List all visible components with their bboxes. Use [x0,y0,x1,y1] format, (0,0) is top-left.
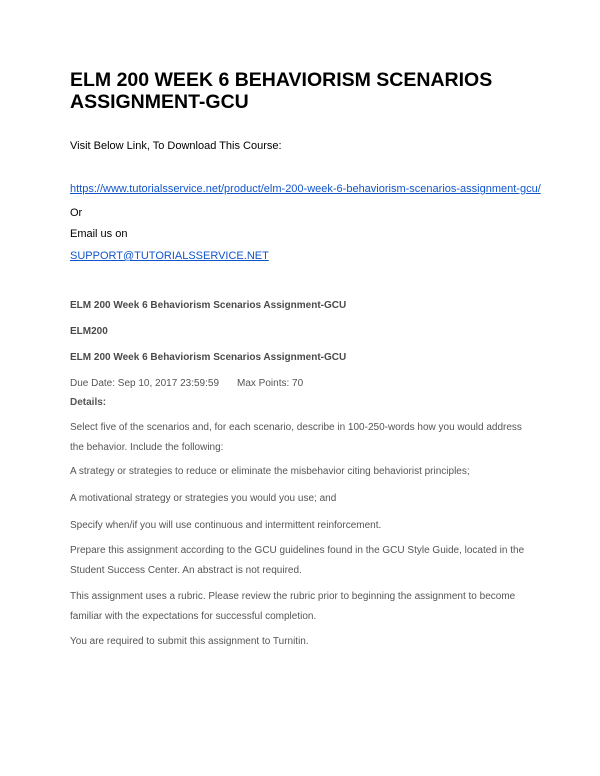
email-prompt-text: Email us on [70,228,128,240]
assignment-meta [70,377,303,390]
document-title: ELM 200 WEEK 6 BEHAVIORISM SCENARIOS ASSIGNMENT-GCU [70,69,493,113]
paragraph-rubric: This assignment uses a rubric. Please review the rubric prior to beginning the assignment to become familiar with the expectations for successful completion. [70,591,516,622]
course-download-link[interactable]: https://www.tutorialsservice.net/product/elm-200-week-6-behaviorism-scenarios-assignment-gcu/ [70,183,541,195]
paragraph-reinforcement: Specify when/if you will use continuous and intermittent reinforcement. [70,520,382,531]
paragraph-guidelines: Prepare this assignment according to the GCU guidelines found in the GCU Style Guide, located in the Student Success Center. An abstract is not required. [70,545,525,576]
support-email-link[interactable]: SUPPORT@TUTORIALSSERVICE.NET [70,250,269,262]
assignment-heading: ELM 200 Week 6 Behaviorism Scenarios Assignment-GCU [70,300,347,311]
max-points: Max Points: 70 [237,378,304,389]
download-intro-text: Visit Below Link, To Download This Course: [70,140,282,152]
paragraph-strategy: A strategy or strategies to reduce or eliminate the misbehavior citing behaviorist principles; [70,466,470,477]
paragraph-turnitin: You are required to submit this assignment to Turnitin. [70,636,309,647]
paragraph-motivation: A motivational strategy or strategies you would you use; and [70,493,337,504]
assignment-subheading: ELM 200 Week 6 Behaviorism Scenarios Assignment-GCU [70,352,347,363]
details-label: Details: [70,397,107,408]
paragraph-instructions: Select five of the scenarios and, for each scenario, describe in 100-250-words how you would address the behavior. Include the following: [70,422,522,453]
or-text: Or [70,207,83,219]
course-code: ELM200 [70,326,108,337]
due-date: Due Date: Sep 10, 2017 23:59:59 [70,378,220,389]
